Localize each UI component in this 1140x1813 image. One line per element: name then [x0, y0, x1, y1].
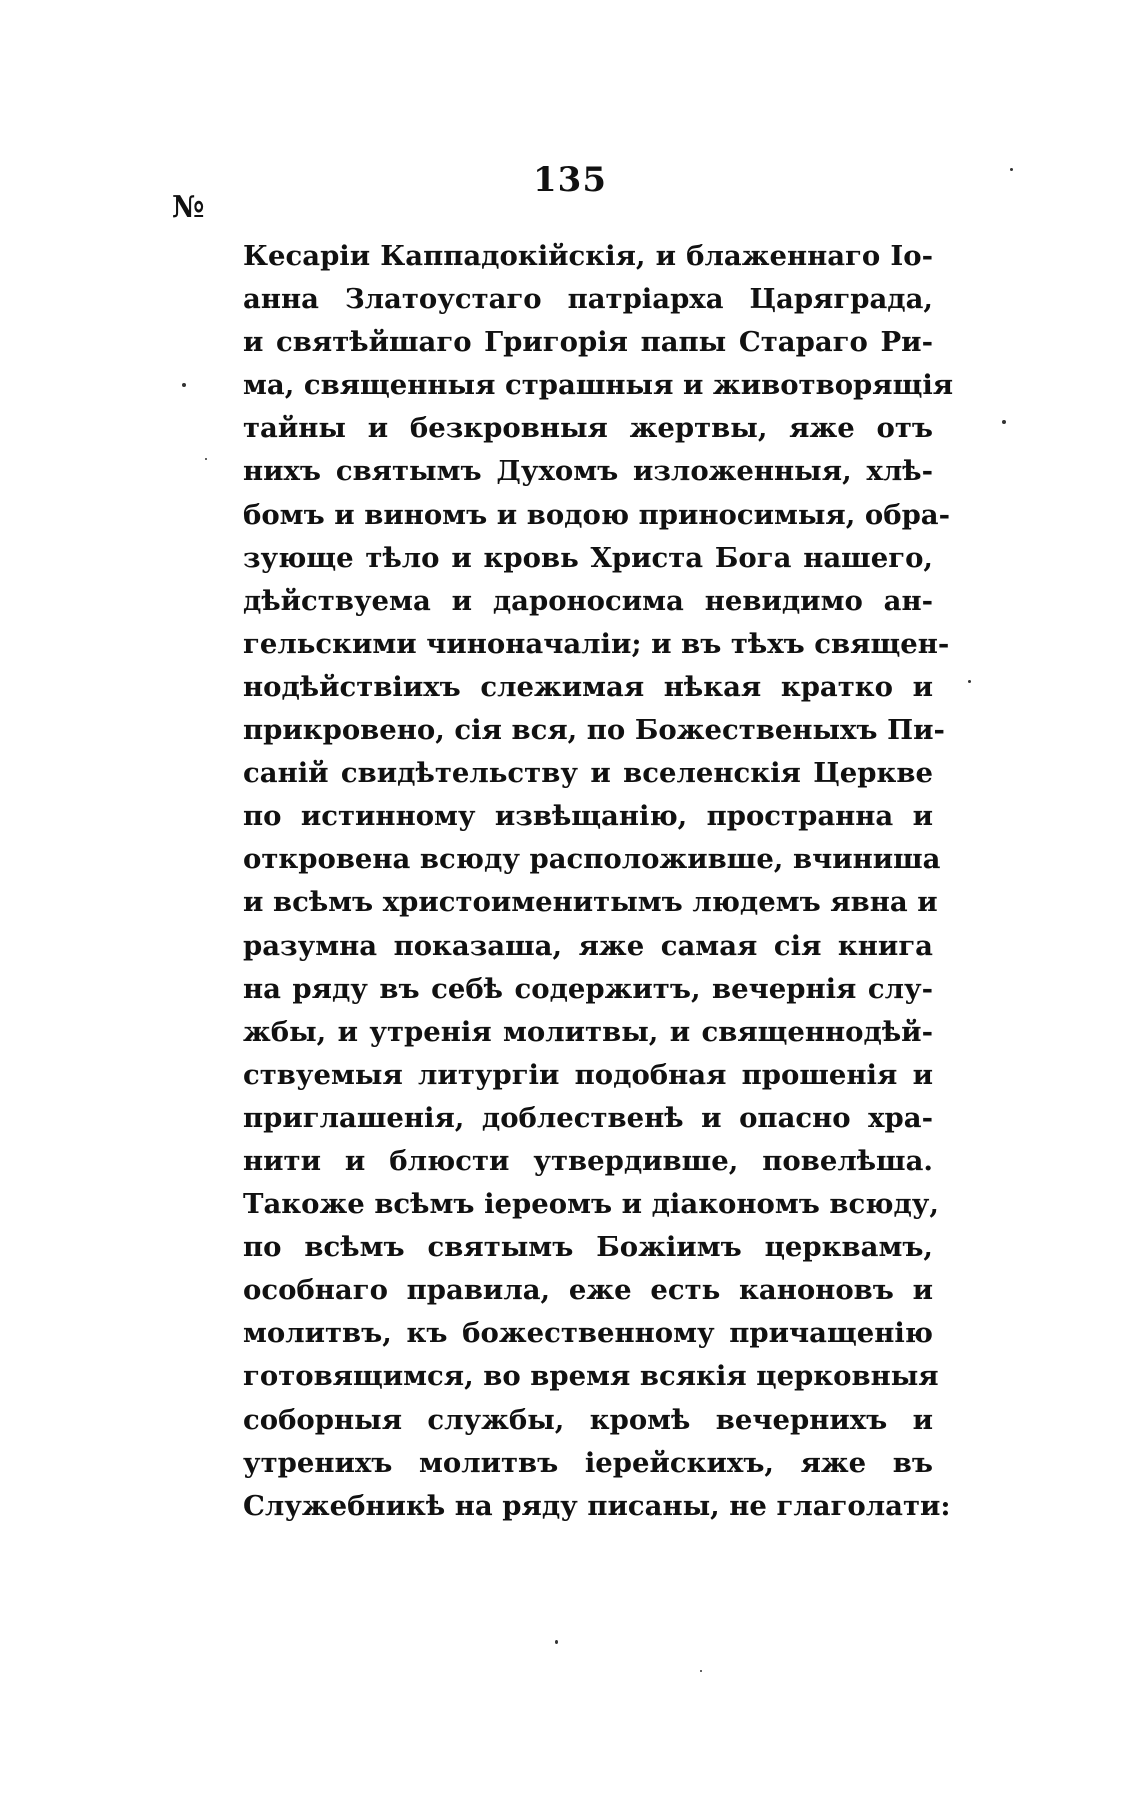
text-line: нихъ святымъ Духомъ изложенныя, хлѣ- — [243, 455, 933, 488]
text-line: приглашенія, доблественѣ и опасно хра- — [243, 1101, 933, 1134]
text-line: Служебникѣ на ряду писаны, не глаголати: — [243, 1489, 951, 1522]
text-line: нити и блюсти утвердивше, повелѣша. — [243, 1144, 933, 1177]
scan-speck — [182, 383, 186, 387]
text-line: гельскими чиноначаліи; и въ тѣхъ священ- — [243, 627, 950, 660]
text-line: и святѣйшаго Григорія папы Стараго Ри- — [243, 326, 933, 359]
text-line: ствуемыя литургіи подобная прошенія и — [243, 1058, 933, 1091]
scan-speck — [700, 1670, 702, 1672]
text-line: тайны и безкровныя жертвы, яже отъ — [243, 412, 933, 445]
text-line: прикровено, сія вся, по Божественыхъ Пи- — [243, 714, 945, 747]
text-line: анна Златоустаго патріарха Царяграда, — [243, 283, 933, 316]
text-line: бомъ и виномъ и водою приносимыя, обра- — [243, 498, 951, 531]
text-line: на ряду въ себѣ содержитъ, вечернія слу- — [243, 972, 933, 1005]
scan-speck — [1002, 420, 1006, 424]
text-line: и всѣмъ христоименитымъ людемъ явна и — [243, 886, 938, 919]
text-line: саній свидѣтельству и вселенскія Церкве — [243, 757, 933, 790]
text-line: нодѣйствіихъ слежимая нѣкая кратко и — [243, 670, 933, 703]
body-text — [243, 235, 954, 1528]
text-line: Такоже всѣмъ іереомъ и діакономъ всюду, — [243, 1188, 939, 1221]
scan-speck — [1010, 168, 1013, 171]
text-line: разумна показаша, яже самая сія книга — [243, 929, 933, 962]
text-line: готовящимся, во время всякія церковныя — [243, 1360, 939, 1393]
text-line: ма, священныя страшныя и животворящія — [243, 369, 954, 402]
text-line: откровена всюду расположивше, вчиниша — [243, 843, 941, 876]
scan-speck — [205, 458, 207, 460]
text-line: Кесаріи Каппадокійскія, и блаженнаго Іо- — [243, 240, 933, 272]
text-line: дѣйствуема и дароносима невидимо ан- — [243, 584, 933, 617]
text-line: соборныя службы, кромѣ вечернихъ и — [243, 1403, 933, 1436]
text-line: молитвъ, къ божественному причащенію — [243, 1317, 933, 1350]
page-number: 135 — [533, 160, 607, 200]
text-line: утренихъ молитвъ іерейскихъ, яже въ — [243, 1446, 933, 1479]
signature-mark: № — [172, 190, 205, 225]
text-line: по истинному извѣщанію, пространна и — [243, 800, 933, 833]
text-line: зующе тѣло и кровь Христа Бога нашего, — [243, 541, 933, 574]
text-line: особнаго правила, еже есть каноновъ и — [243, 1274, 933, 1307]
scan-speck — [555, 1640, 558, 1644]
scan-speck — [968, 680, 971, 683]
text-line: жбы, и утренія молитвы, и священнодѣй- — [243, 1015, 933, 1048]
text-line: по всѣмъ святымъ Божіимъ церквамъ, — [243, 1231, 933, 1264]
